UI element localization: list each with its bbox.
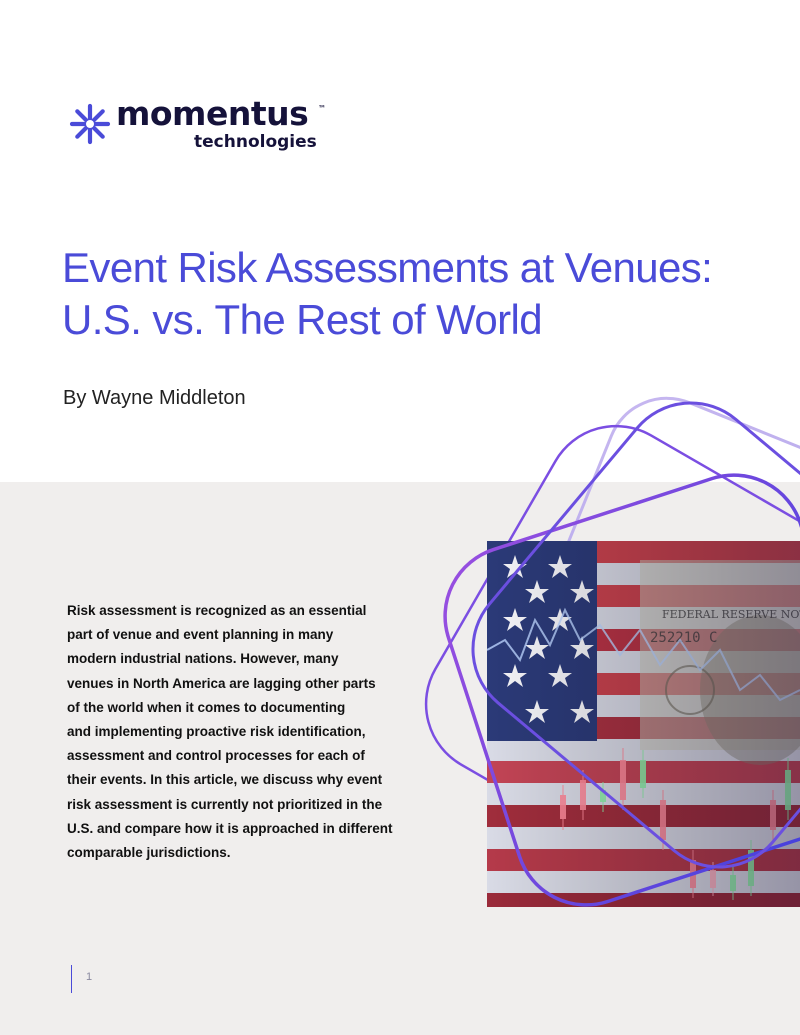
- intro-line: and implementing proactive risk identification,: [67, 724, 366, 740]
- intro-line: venues in North America are lagging other parts: [67, 675, 376, 691]
- title-line-1: Event Risk Assessments at Venues:: [62, 244, 713, 291]
- intro-line: comparable jurisdictions.: [67, 845, 231, 861]
- logo-trademark: ™: [318, 104, 326, 113]
- intro-line: assessment and control processes for each of: [67, 748, 365, 764]
- intro-line: Risk assessment is recognized as an essential: [67, 603, 367, 618]
- title-line-2: U.S. vs. The Rest of World: [62, 296, 543, 343]
- momentus-logo: [68, 94, 338, 160]
- logo-wordmark: momentus: [116, 94, 309, 133]
- intro-line: their events. In this article, we discuss why event: [67, 772, 383, 788]
- logo-subtitle: technologies: [194, 132, 317, 152]
- intro-line: U.S. and compare how it is approached in different: [67, 820, 393, 836]
- flag-stock-photo: [487, 541, 800, 907]
- intro-line: part of venue and event planning in many: [67, 627, 334, 643]
- intro-paragraph: [67, 599, 427, 865]
- intro-line: risk assessment is currently not prioritized in the: [67, 796, 383, 812]
- author-byline: By Wayne Middleton: [63, 387, 246, 409]
- starburst-icon: [68, 102, 112, 146]
- page-number: 1: [71, 965, 92, 993]
- page-title: [62, 242, 762, 346]
- intro-line: modern industrial nations. However, many: [67, 651, 339, 667]
- intro-line: of the world when it comes to documenting: [67, 699, 346, 715]
